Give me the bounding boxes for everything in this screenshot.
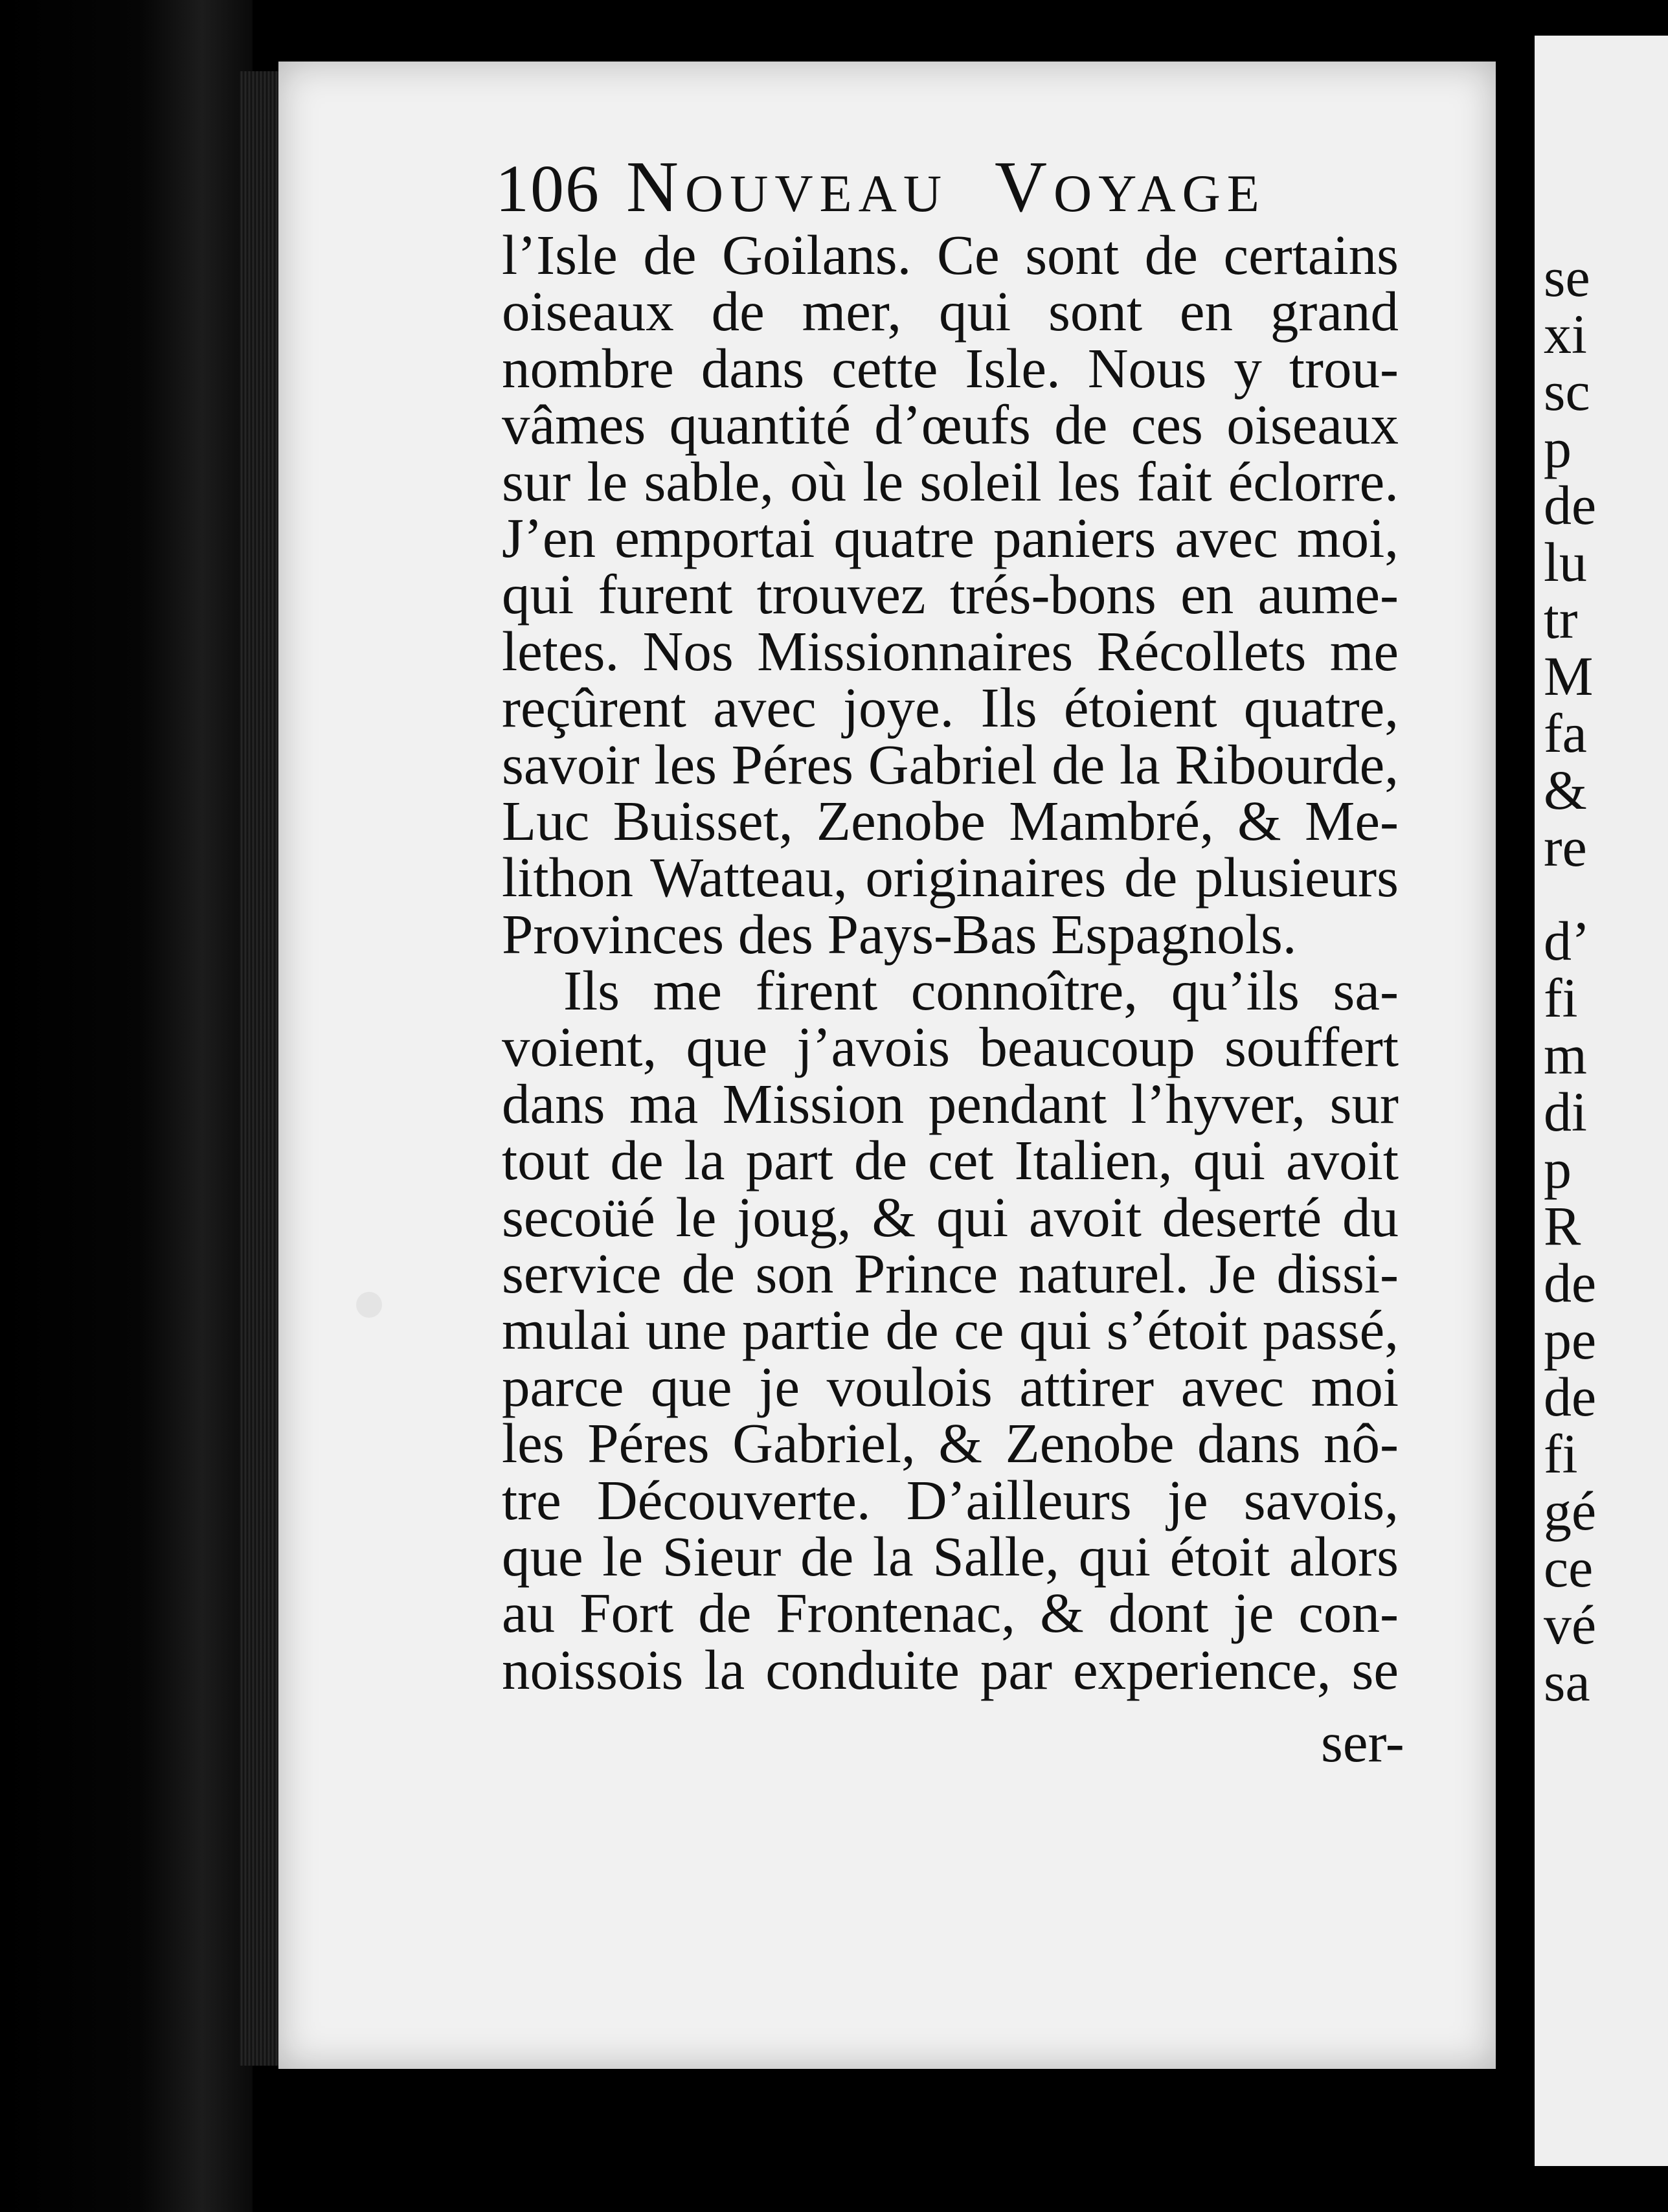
text-line: J’en emportai quatre paniers avec moi, [502, 506, 1399, 569]
text-line: service de son Prince naturel. Je dissi- [502, 1242, 1399, 1305]
book-spine-shadow [0, 0, 253, 2212]
facing-page-fragment: pe [1544, 1309, 1597, 1371]
text-line: tout de la part de cet Italien, qui avoit [502, 1129, 1399, 1192]
text-line: au Fort de Frontenac, & dont je con- [502, 1581, 1399, 1645]
facing-page-fragment: xi [1544, 303, 1587, 365]
text-line: oiseaux de mer, qui sont en grand [502, 280, 1399, 343]
text-line: letes. Nos Missionnaires Récollets me [502, 619, 1399, 683]
text-line: nombre dans cette Isle. Nous y trou- [502, 336, 1399, 400]
text-line: les Péres Gabriel, & Zenobe dans nô- [502, 1412, 1399, 1475]
text-line: Luc Buisset, Zenobe Mambré, & Me- [502, 789, 1399, 852]
facing-page-fragment: fi [1544, 967, 1578, 1029]
running-head-word-1: OUVEAU [684, 164, 949, 223]
facing-page-fragment: & [1544, 759, 1587, 821]
text-line: secoüé le joug, & qui avoit deserté du [502, 1185, 1399, 1248]
facing-page-fragment: p [1544, 417, 1572, 479]
running-head-initial-1: N [626, 147, 685, 227]
text-line: dans ma Mission pendant l’hyver, sur [502, 1072, 1399, 1135]
facing-page-fragment: fi [1544, 1423, 1578, 1485]
book-gutter [1496, 0, 1535, 2212]
text-line: sur le sable, où le soleil les fait éclorre. [502, 449, 1399, 513]
facing-page-fragment: lu [1544, 531, 1587, 593]
text-line: Ils me firent connoître, qu’ils sa- [563, 959, 1399, 1022]
facing-page-fragment: vé [1544, 1594, 1597, 1656]
facing-page-fragment: p [1544, 1138, 1572, 1200]
facing-page-fragment: sc [1544, 360, 1590, 422]
text-line: parce que je voulois attirer avec moi [502, 1355, 1399, 1418]
facing-page-fragment: m [1544, 1024, 1587, 1086]
facing-page-fragment: fa [1544, 702, 1587, 764]
facing-page-fragment: tr [1544, 588, 1578, 650]
facing-page-fragment: ce [1544, 1537, 1594, 1599]
text-line: qui furent trouvez trés-bons en aume- [502, 563, 1399, 626]
text-line: voient, que j’avois beaucoup souffert [502, 1015, 1399, 1079]
body-text [502, 223, 1399, 1701]
facing-page-fragment: de [1544, 1252, 1597, 1314]
facing-page-fragment: se [1544, 246, 1590, 308]
text-line: reçûrent avec joye. Ils étoient quatre, [502, 676, 1399, 739]
ink-spot [356, 1292, 382, 1318]
text-line: Provinces des Pays-Bas Espagnols. [502, 902, 1297, 965]
running-head-word-2: OYAGE [1053, 164, 1266, 223]
catchword: ser- [1321, 1711, 1404, 1774]
facing-page-fragment: R [1544, 1195, 1581, 1257]
text-line: l’Isle de Goilans. Ce sont de certains [502, 223, 1399, 286]
text-line: savoir les Péres Gabriel de la Ribourde, [502, 732, 1399, 796]
text-line: lithon Watteau, originaires de plusieurs [502, 846, 1399, 909]
facing-page-fragment: re [1544, 816, 1587, 878]
text-line: tre Découverte. D’ailleurs je savois, [502, 1468, 1399, 1531]
facing-page-fragment: gé [1544, 1480, 1597, 1542]
facing-page-fragment: di [1544, 1081, 1587, 1143]
facing-page-fragment: M [1544, 645, 1594, 707]
text-line: que le Sieur de la Salle, qui étoit alors [502, 1524, 1399, 1588]
running-head [495, 146, 1266, 229]
facing-page-fragment: sa [1544, 1651, 1590, 1713]
facing-page-fragment: d’ [1544, 910, 1590, 972]
page-number: 106 [495, 152, 600, 226]
text-line: mulai une partie de ce qui s’étoit passé, [502, 1298, 1399, 1362]
facing-page-fragment: de [1544, 1366, 1597, 1428]
running-head-initial-2: V [995, 147, 1054, 227]
facing-page-fragment: de [1544, 474, 1597, 536]
facing-page [1535, 36, 1668, 2166]
text-line: noissois la conduite par experience, se [502, 1638, 1399, 1701]
text-line: vâmes quantité d’œufs de ces oiseaux [502, 393, 1399, 457]
